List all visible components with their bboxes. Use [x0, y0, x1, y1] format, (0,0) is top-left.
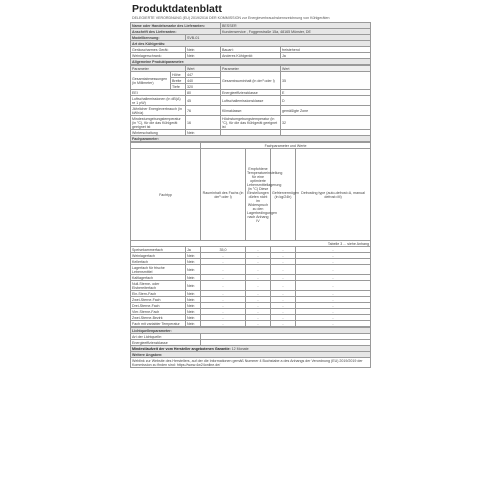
page-title: Produktdatenblatt [132, 3, 222, 15]
more-header: Weitere Angaben: [131, 352, 371, 358]
col-value: Wert [281, 66, 371, 72]
compartment-volume: - [201, 265, 246, 275]
compartment-name: Null-Sterne- oder Eisbereiterfach [131, 281, 186, 291]
compartment-freeze: - [271, 275, 296, 281]
regulation-subtitle: DELEGIERTE VERORDNUNG (EU) 2019/2016 DER KOMMISSION zur Energieverbrauchskennzeichnung von Kühlgeräten [132, 16, 330, 20]
table-row [131, 265, 371, 275]
compartment-present: Nein [186, 315, 201, 321]
param-name: EEI [131, 90, 186, 96]
param-value: E [281, 90, 371, 96]
supplier-label: Name oder Handelsmarke des Lieferanten: [131, 23, 221, 29]
compartment-freeze: - [271, 253, 296, 259]
compartment-volume: - [201, 281, 246, 291]
dims-depth-value: 320 [186, 84, 221, 90]
param-value: 80 [186, 90, 221, 96]
param-value: 16 [186, 116, 221, 130]
type-param: Weinlagerschrank: [131, 53, 186, 59]
compartment-name: Speisekammerfach [131, 247, 186, 253]
compartment-volume: - [201, 253, 246, 259]
light-param: Art der Lichtquelle: [131, 334, 201, 340]
compartment-temp: - [246, 281, 271, 291]
dims-height-value: 447 [186, 72, 221, 78]
type-param: Anderes Kühlgerät: [221, 53, 281, 59]
compartment-volume: - [201, 259, 246, 265]
compartment-name: Lagerfach für frische Lebensmittel [131, 265, 186, 275]
compartment-volume: - [201, 309, 246, 315]
compartment-freeze: - [271, 315, 296, 321]
col-value: Wert [186, 66, 221, 72]
compartment-present: Ja [186, 247, 201, 253]
compartment-name: Kaltlagerfach [131, 275, 186, 281]
compartment-defrost: - [296, 253, 371, 259]
compartment-defrost: - [296, 309, 371, 315]
footer-text: Weblink zur Website des Herstellers, auf der die Informationen gemäß Nummer 4 Buchstabe a des Anhangs der Verordnung (EU) 2019/2019 der Kommission zu finden sind: https://www.4w24online.de/ [131, 358, 371, 368]
compartment-freeze: - [271, 247, 296, 253]
compartment-freeze: - [271, 309, 296, 315]
param-value: 32 [281, 116, 371, 130]
compartment-volume: - [201, 321, 246, 327]
type-param: Bauart: [221, 47, 281, 53]
dims-depth-label: Tiefe [171, 84, 186, 90]
warranty-value: 12 Monate [231, 346, 249, 351]
compartment-present: Nein [186, 309, 201, 315]
col-parameter: Parameter [221, 66, 281, 72]
compartment-name: Drei-Sterne-Fach [131, 303, 186, 309]
compartment-volume: - [201, 297, 246, 303]
compartment-name: Fach mit variabler Temperatur [131, 321, 186, 327]
table-note: Tabelle 3 ... siehe Anhang [131, 241, 371, 247]
compartment-present: Nein [186, 259, 201, 265]
light-param: Energieeffizienzklasse [131, 340, 201, 346]
compartment-present: Nein [186, 291, 201, 297]
compartment-defrost: - [296, 315, 371, 321]
model-value: SVB-01 [186, 35, 371, 41]
compartment-freeze: - [271, 281, 296, 291]
warranty-label: Mindestlaufzeit der vom Hersteller angebotenen Garantie: [132, 346, 231, 351]
param-name: Luftschallemissionen (in dB(A) re 1 pW) [131, 96, 186, 106]
supplier-table [130, 22, 371, 65]
supplier-value: BESSER [221, 23, 371, 29]
address-label: Anschrift des Lieferanten: [131, 29, 221, 35]
param-name: Energieeffizienzklasse [221, 90, 281, 96]
compartment-temp: - [246, 315, 271, 321]
col-defrost: Defrosting type (auto-defrost=A, manual defrost=M) [296, 149, 371, 241]
general-header: Allgemeine Produktparameter: [131, 59, 371, 65]
compartment-volume: 35,0 [201, 247, 246, 253]
dims-width-value: 440 [186, 78, 221, 84]
compartment-freeze: - [271, 265, 296, 275]
compartment-temp: - [246, 265, 271, 275]
compartment-temp: - [246, 275, 271, 281]
compartment-defrost: - [296, 291, 371, 297]
compartment-freeze: - [271, 259, 296, 265]
param-value: 76 [186, 106, 221, 116]
compartment-defrost: - [296, 321, 371, 327]
light-table [130, 327, 371, 368]
compartment-present: Nein [186, 303, 201, 309]
col-volume: Rauminhalt des Fachs (in dm³ oder l) [201, 149, 246, 241]
col-fachtyp: Fachtyp [131, 149, 201, 241]
param-name: Winterschaltung [131, 130, 186, 136]
compartment-defrost: - [296, 247, 371, 253]
datasheet-page [130, 0, 370, 500]
type-param: Geräuscharmes Gerät: [131, 47, 186, 53]
compartment-name: Ein-Stern-Fach [131, 291, 186, 297]
compartment-name: Kellerfach [131, 259, 186, 265]
compartment-freeze: - [271, 303, 296, 309]
compartment-volume: - [201, 275, 246, 281]
compartment-defrost: - [296, 303, 371, 309]
type-value: Ja [281, 53, 371, 59]
param-name: Klimaklasse: [221, 106, 281, 116]
col-parameter: Parameter [131, 66, 186, 72]
compartment-temp: - [246, 253, 271, 259]
compartment-temp: - [246, 309, 271, 315]
type-value: Nein [186, 53, 221, 59]
compartment-defrost: - [296, 281, 371, 291]
compartment-temp: - [246, 259, 271, 265]
light-header: Lichtquellenparameter: [131, 328, 371, 334]
param-name: Jährlicher Energieverbrauch (in kWh/a) [131, 106, 186, 116]
compartment-volume: - [201, 315, 246, 321]
compartment-name: Weinlagerfach [131, 253, 186, 259]
compartment-defrost: - [296, 259, 371, 265]
fach-param-head: Fachparameter und Werte [201, 143, 371, 149]
param-name: Mindestumgebungstemperatur (in °C), für die das Kühlgerät geeignet ist [131, 116, 186, 130]
compartment-volume: - [201, 303, 246, 309]
param-value: Nein [186, 130, 221, 136]
compartment-name: Zwei-Sterne-Fach [131, 297, 186, 303]
volume-value: 35 [281, 72, 371, 90]
dims-height-label: Höhe [171, 72, 186, 78]
compartment-freeze: - [271, 291, 296, 297]
param-value: gemäßigte Zone [281, 106, 371, 116]
compartment-temp: - [246, 303, 271, 309]
table-row [131, 281, 371, 291]
compartment-temp: - [246, 291, 271, 297]
compartment-defrost: - [296, 275, 371, 281]
compartment-freeze: - [271, 297, 296, 303]
compartment-temp: - [246, 321, 271, 327]
compartment-defrost: - [296, 297, 371, 303]
model-label: Modellkennung: [131, 35, 186, 41]
compartment-name: Vier-Sterne-Fach [131, 309, 186, 315]
param-name: Luftschallemissionsklasse [221, 96, 281, 106]
col-temp: Empfohlene Temperatureinstellung für eine optimierte Lebensmittellagerung (in °C) Diese Einstellungen dürfen nicht im Widerspruch zu den Lagerbedingungen nach Anhang IV [246, 149, 271, 241]
compartment-defrost: - [296, 265, 371, 275]
type-value: Nein [186, 47, 221, 53]
general-params-table [130, 65, 371, 142]
compartment-present: Nein [186, 321, 201, 327]
compartment-present: Nein [186, 275, 201, 281]
compartment-present: Nein [186, 297, 201, 303]
type-header: Art des Kühlgeräts: [131, 41, 371, 47]
compartment-name: Zwei-Sterne-Bezirk [131, 315, 186, 321]
dims-label: Gesamtabmessungen (in Millimeter) [131, 72, 171, 90]
compartment-volume: - [201, 291, 246, 297]
compartment-freeze: - [271, 321, 296, 327]
volume-label: Gesamtrauminhalt (in dm³ oder l) [221, 72, 281, 90]
compartment-table [130, 142, 371, 327]
param-value: 45 [186, 96, 221, 106]
compartment-temp: - [246, 297, 271, 303]
compartment-present: Nein [186, 281, 201, 291]
col-freeze: Gefriervermögen (in kg/24h) [271, 149, 296, 241]
type-value: freistehend [281, 47, 371, 53]
compartment-present: Nein [186, 265, 201, 275]
param-name: Höchstumgebungstemperatur (in °C), für die das Kühlgerät geeignet ist [221, 116, 281, 130]
dims-width-label: Breite [171, 78, 186, 84]
fach-header: Fachparameter: [131, 136, 371, 142]
compartment-temp: - [246, 247, 271, 253]
address-value: Kundenservice , Foggenstraße 15a, 48165 Münster, DE [221, 29, 371, 35]
compartment-present: Nein [186, 253, 201, 259]
table-row [131, 321, 371, 327]
param-value: D [281, 96, 371, 106]
